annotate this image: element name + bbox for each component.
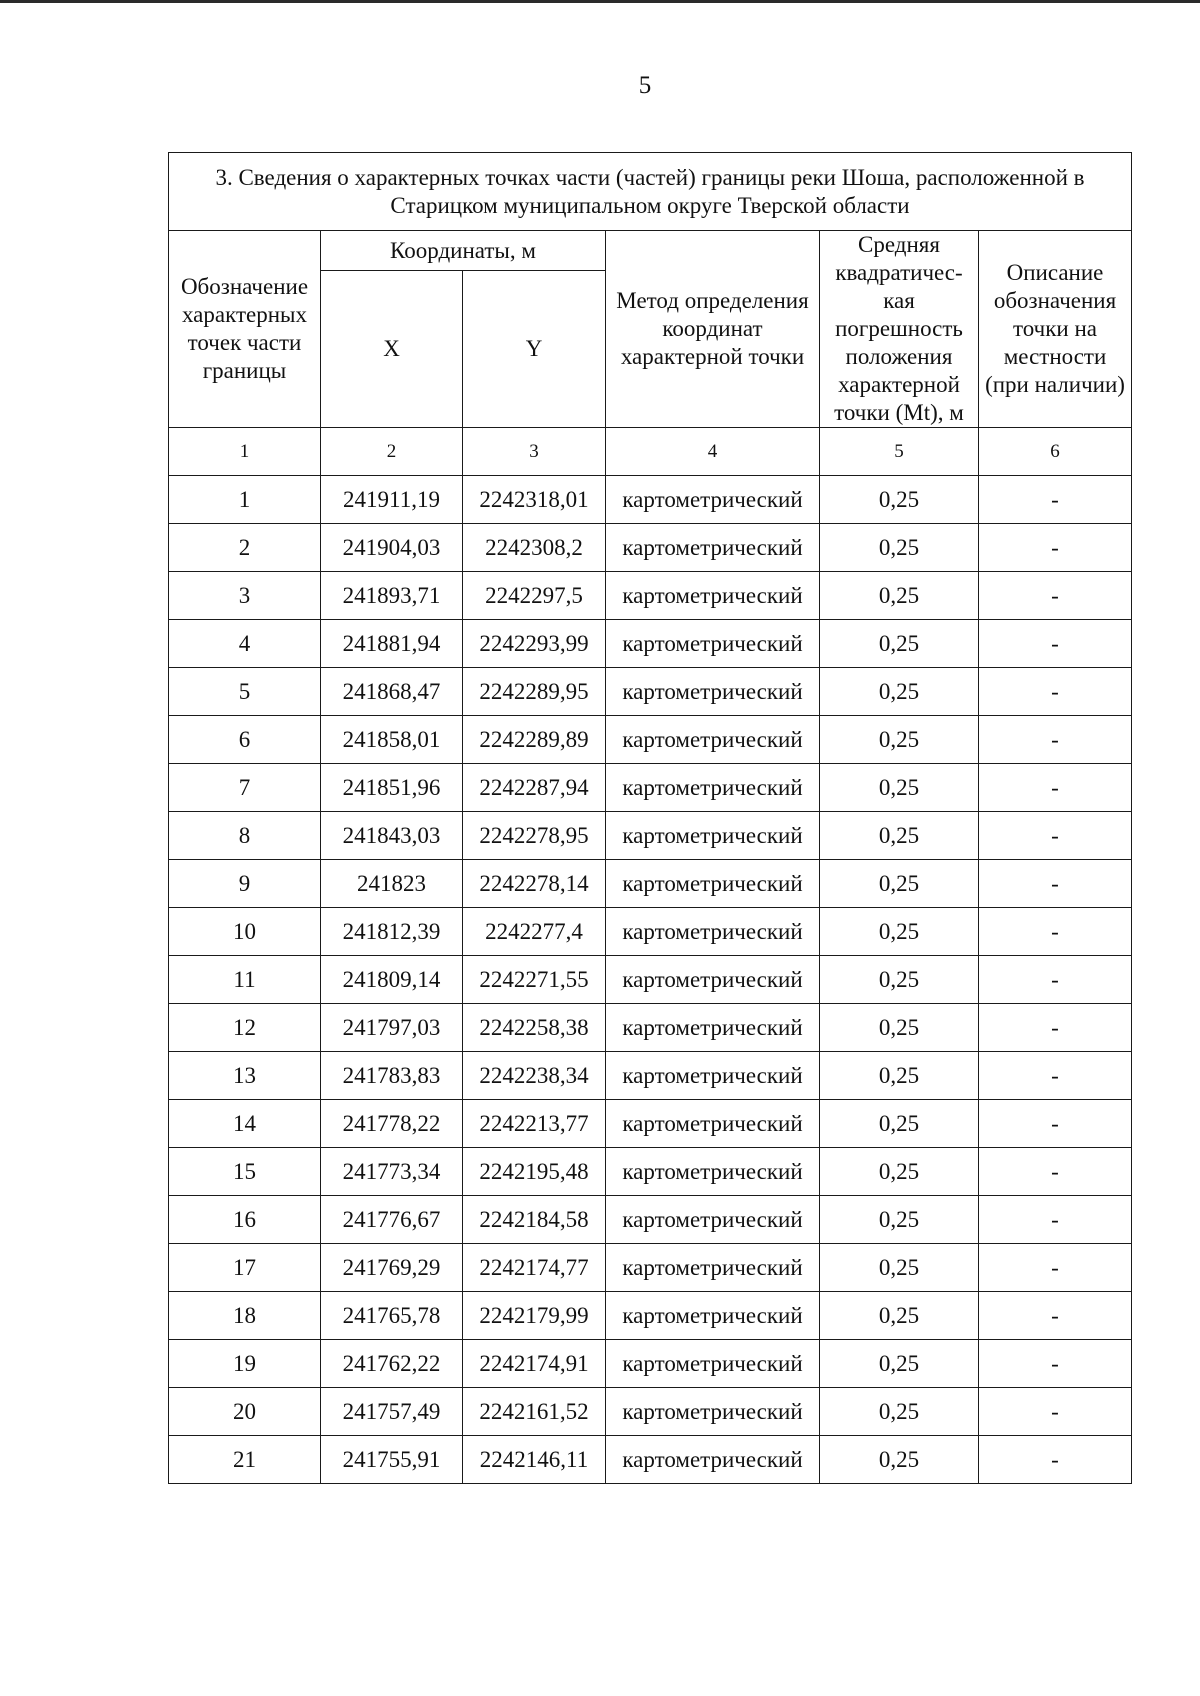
description-cell: - — [979, 716, 1132, 764]
error-cell: 0,25 — [820, 1004, 979, 1052]
table-row — [169, 764, 1132, 812]
error-cell: 0,25 — [820, 668, 979, 716]
y-coordinate-cell: 2242195,48 — [463, 1148, 606, 1196]
description-cell: - — [979, 812, 1132, 860]
y-coordinate-cell: 2242278,14 — [463, 860, 606, 908]
point-id-cell: 15 — [169, 1148, 321, 1196]
error-cell: 0,25 — [820, 476, 979, 524]
method-cell: картометрический — [606, 668, 820, 716]
table-row — [169, 1004, 1132, 1052]
x-coordinate-cell: 241904,03 — [321, 524, 463, 572]
header-y: Y — [463, 271, 606, 428]
table-body — [169, 153, 1132, 1484]
y-coordinate-cell: 2242161,52 — [463, 1388, 606, 1436]
method-cell: картометрический — [606, 716, 820, 764]
table-row — [169, 716, 1132, 764]
point-id-cell: 4 — [169, 620, 321, 668]
point-id-cell: 11 — [169, 956, 321, 1004]
table-row — [169, 1340, 1132, 1388]
point-id-cell: 7 — [169, 764, 321, 812]
description-cell: - — [979, 668, 1132, 716]
method-cell: картометрический — [606, 572, 820, 620]
error-cell: 0,25 — [820, 1292, 979, 1340]
table-row — [169, 476, 1132, 524]
y-coordinate-cell: 2242271,55 — [463, 956, 606, 1004]
table-row — [169, 812, 1132, 860]
x-coordinate-cell: 241858,01 — [321, 716, 463, 764]
table-row — [169, 524, 1132, 572]
title-row — [169, 153, 1132, 231]
point-id-cell: 14 — [169, 1100, 321, 1148]
table-row — [169, 572, 1132, 620]
y-coordinate-cell: 2242277,4 — [463, 908, 606, 956]
y-coordinate-cell: 2242146,11 — [463, 1436, 606, 1484]
x-coordinate-cell: 241812,39 — [321, 908, 463, 956]
x-coordinate-cell: 241881,94 — [321, 620, 463, 668]
y-coordinate-cell: 2242289,89 — [463, 716, 606, 764]
point-id-cell: 20 — [169, 1388, 321, 1436]
x-coordinate-cell: 241893,71 — [321, 572, 463, 620]
point-id-cell: 3 — [169, 572, 321, 620]
column-number: 3 — [463, 428, 606, 476]
x-coordinate-cell: 241797,03 — [321, 1004, 463, 1052]
y-coordinate-cell: 2242278,95 — [463, 812, 606, 860]
table-row — [169, 1196, 1132, 1244]
description-cell: - — [979, 476, 1132, 524]
method-cell: картометрический — [606, 764, 820, 812]
point-id-cell: 10 — [169, 908, 321, 956]
table-row — [169, 1052, 1132, 1100]
header-designation: Обозначение характерных точек части границы — [169, 231, 321, 428]
description-cell: - — [979, 1100, 1132, 1148]
y-coordinate-cell: 2242297,5 — [463, 572, 606, 620]
error-cell: 0,25 — [820, 1148, 979, 1196]
y-coordinate-cell: 2242179,99 — [463, 1292, 606, 1340]
description-cell: - — [979, 1004, 1132, 1052]
method-cell: картометрический — [606, 620, 820, 668]
column-number-row — [169, 428, 1132, 476]
y-coordinate-cell: 2242289,95 — [463, 668, 606, 716]
method-cell: картометрический — [606, 1388, 820, 1436]
description-cell: - — [979, 620, 1132, 668]
error-cell: 0,25 — [820, 956, 979, 1004]
table-title: 3. Сведения о характерных точках части (частей) границы реки Шоша, расположенной в Старицком муниципальном округе Тверской области — [169, 153, 1132, 231]
description-cell: - — [979, 1244, 1132, 1292]
x-coordinate-cell: 241773,34 — [321, 1148, 463, 1196]
description-cell: - — [979, 524, 1132, 572]
y-coordinate-cell: 2242184,58 — [463, 1196, 606, 1244]
y-coordinate-cell: 2242308,2 — [463, 524, 606, 572]
error-cell: 0,25 — [820, 620, 979, 668]
method-cell: картометрический — [606, 476, 820, 524]
error-cell: 0,25 — [820, 716, 979, 764]
point-id-cell: 16 — [169, 1196, 321, 1244]
error-cell: 0,25 — [820, 908, 979, 956]
x-coordinate-cell: 241868,47 — [321, 668, 463, 716]
column-number: 4 — [606, 428, 820, 476]
header-x: X — [321, 271, 463, 428]
error-cell: 0,25 — [820, 1436, 979, 1484]
y-coordinate-cell: 2242287,94 — [463, 764, 606, 812]
method-cell: картометрический — [606, 1292, 820, 1340]
method-cell: картометрический — [606, 1004, 820, 1052]
column-number: 6 — [979, 428, 1132, 476]
column-number: 5 — [820, 428, 979, 476]
x-coordinate-cell: 241783,83 — [321, 1052, 463, 1100]
y-coordinate-cell: 2242293,99 — [463, 620, 606, 668]
x-coordinate-cell: 241757,49 — [321, 1388, 463, 1436]
method-cell: картометрический — [606, 956, 820, 1004]
point-id-cell: 6 — [169, 716, 321, 764]
point-id-cell: 19 — [169, 1340, 321, 1388]
description-cell: - — [979, 764, 1132, 812]
description-cell: - — [979, 1436, 1132, 1484]
error-cell: 0,25 — [820, 524, 979, 572]
y-coordinate-cell: 2242318,01 — [463, 476, 606, 524]
method-cell: картометрический — [606, 1100, 820, 1148]
method-cell: картометрический — [606, 908, 820, 956]
x-coordinate-cell: 241762,22 — [321, 1340, 463, 1388]
description-cell: - — [979, 1052, 1132, 1100]
error-cell: 0,25 — [820, 1100, 979, 1148]
page-number: 5 — [638, 72, 652, 99]
error-cell: 0,25 — [820, 1196, 979, 1244]
point-id-cell: 12 — [169, 1004, 321, 1052]
point-id-cell: 13 — [169, 1052, 321, 1100]
x-coordinate-cell: 241823 — [321, 860, 463, 908]
x-coordinate-cell: 241851,96 — [321, 764, 463, 812]
table-row — [169, 1436, 1132, 1484]
method-cell: картометрический — [606, 812, 820, 860]
description-cell: - — [979, 908, 1132, 956]
error-cell: 0,25 — [820, 1052, 979, 1100]
method-cell: картометрический — [606, 1052, 820, 1100]
method-cell: картометрический — [606, 1244, 820, 1292]
method-cell: картометрический — [606, 1436, 820, 1484]
x-coordinate-cell: 241769,29 — [321, 1244, 463, 1292]
point-id-cell: 2 — [169, 524, 321, 572]
table-row — [169, 1244, 1132, 1292]
table-row — [169, 1292, 1132, 1340]
y-coordinate-cell: 2242174,91 — [463, 1340, 606, 1388]
header-coordinates: Координаты, м — [321, 231, 606, 271]
y-coordinate-cell: 2242213,77 — [463, 1100, 606, 1148]
method-cell: картометрический — [606, 860, 820, 908]
table-row — [169, 860, 1132, 908]
column-number: 2 — [321, 428, 463, 476]
boundary-points-table — [168, 152, 1132, 1484]
description-cell: - — [979, 572, 1132, 620]
y-coordinate-cell: 2242258,38 — [463, 1004, 606, 1052]
point-id-cell: 18 — [169, 1292, 321, 1340]
error-cell: 0,25 — [820, 1340, 979, 1388]
x-coordinate-cell: 241778,22 — [321, 1100, 463, 1148]
table-row — [169, 908, 1132, 956]
error-cell: 0,25 — [820, 764, 979, 812]
method-cell: картометрический — [606, 1340, 820, 1388]
header-description: Описание обозначения точки на местности (при наличии) — [979, 231, 1132, 428]
scan-top-edge — [0, 0, 1200, 3]
description-cell: - — [979, 1148, 1132, 1196]
x-coordinate-cell: 241765,78 — [321, 1292, 463, 1340]
description-cell: - — [979, 956, 1132, 1004]
point-id-cell: 5 — [169, 668, 321, 716]
method-cell: картометрический — [606, 1148, 820, 1196]
point-id-cell: 9 — [169, 860, 321, 908]
x-coordinate-cell: 241809,14 — [321, 956, 463, 1004]
y-coordinate-cell: 2242174,77 — [463, 1244, 606, 1292]
description-cell: - — [979, 1292, 1132, 1340]
description-cell: - — [979, 1388, 1132, 1436]
method-cell: картометрический — [606, 1196, 820, 1244]
error-cell: 0,25 — [820, 860, 979, 908]
x-coordinate-cell: 241911,19 — [321, 476, 463, 524]
table-row — [169, 956, 1132, 1004]
table-row — [169, 1388, 1132, 1436]
point-id-cell: 8 — [169, 812, 321, 860]
table-row — [169, 620, 1132, 668]
description-cell: - — [979, 1340, 1132, 1388]
error-cell: 0,25 — [820, 1388, 979, 1436]
y-coordinate-cell: 2242238,34 — [463, 1052, 606, 1100]
point-id-cell: 1 — [169, 476, 321, 524]
x-coordinate-cell: 241843,03 — [321, 812, 463, 860]
header-error: Средняя квадратичес-кая погрешность положения характерной точки (Mt), м — [820, 231, 979, 428]
error-cell: 0,25 — [820, 812, 979, 860]
x-coordinate-cell: 241755,91 — [321, 1436, 463, 1484]
header-row — [169, 231, 1132, 271]
table-row — [169, 668, 1132, 716]
method-cell: картометрический — [606, 524, 820, 572]
error-cell: 0,25 — [820, 1244, 979, 1292]
point-id-cell: 21 — [169, 1436, 321, 1484]
description-cell: - — [979, 860, 1132, 908]
description-cell: - — [979, 1196, 1132, 1244]
table-row — [169, 1148, 1132, 1196]
table-row — [169, 1100, 1132, 1148]
column-number: 1 — [169, 428, 321, 476]
x-coordinate-cell: 241776,67 — [321, 1196, 463, 1244]
point-id-cell: 17 — [169, 1244, 321, 1292]
header-method: Метод определения координат характерной точки — [606, 231, 820, 428]
error-cell: 0,25 — [820, 572, 979, 620]
